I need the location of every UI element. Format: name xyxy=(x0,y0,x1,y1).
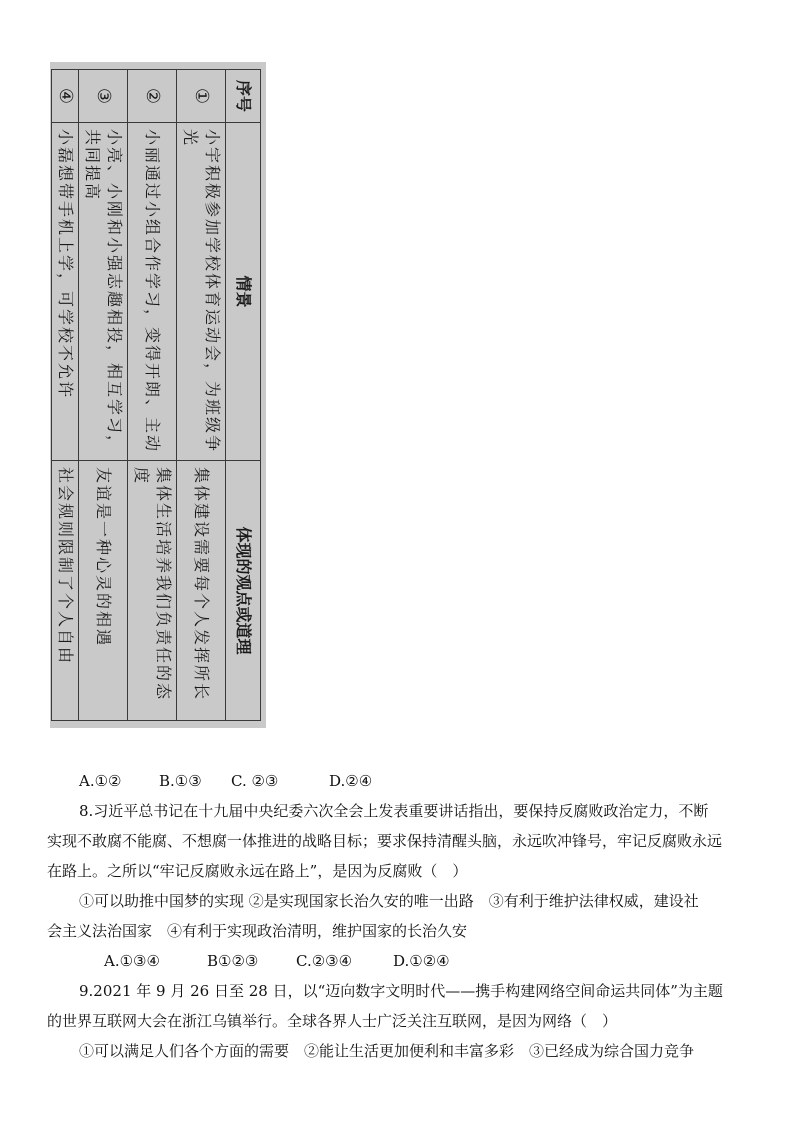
rotated-table-wrapper xyxy=(50,62,266,728)
q8-stem-line: 8.习近平总书记在十九届中央纪委六次全会上发表重要讲话指出，要保持反腐败政治定力，不断 xyxy=(79,802,709,820)
q7-option-c: C. ②③ xyxy=(231,772,279,790)
row-number: ① xyxy=(177,70,226,123)
q7-option-b: B.①③ xyxy=(159,772,202,790)
row-situation: 小丽通过小组合作学习，变得开朗、主动 xyxy=(128,123,177,461)
row-point: 社会规则限制了个人自由 xyxy=(52,461,79,721)
situation-table xyxy=(51,69,261,721)
scanned-table-photo xyxy=(50,62,266,728)
header-point: 体现的观点或道理 xyxy=(226,461,261,721)
table-header-row xyxy=(226,70,261,721)
q8-options xyxy=(47,946,753,976)
row-number: ④ xyxy=(52,70,79,123)
q8-option-a: A.①③④ xyxy=(104,952,160,970)
q7-options xyxy=(47,766,753,796)
row-point: 集体生活培养我们负责任的态度 xyxy=(128,461,177,721)
q8-stem-line: 在路上。之所以“牢记反腐败永远在路上”，是因为反腐败（ ） xyxy=(47,862,468,880)
q8-option-d: D.①②④ xyxy=(393,952,450,970)
table-row xyxy=(52,70,79,721)
q7-option-a: A.①② xyxy=(79,772,122,790)
row-point: 集体建设需要每个人发挥所长 xyxy=(177,461,226,721)
row-number: ② xyxy=(128,70,177,123)
table-row xyxy=(177,70,226,721)
q9-stem-line: ①可以满足人们各个方面的需要 ②能让生活更加便利和丰富多彩 ③已经成为综合国力竞争 xyxy=(79,1042,695,1060)
header-situation: 情景 xyxy=(226,123,261,461)
row-situation: 小亮、小刚和小强志趣相投，相互学习，共同提高 xyxy=(79,123,128,461)
q8-choice-line: ①可以助推中国梦的实现 ②是实现国家长治久安的唯一出路 ③有利于维护法律权威，建设社 xyxy=(79,892,699,910)
q8-option-b: B①②③ xyxy=(207,952,259,970)
row-situation: 小磊想带手机上学，可学校不允许 xyxy=(52,123,79,461)
q9-stem-line: 9.2021 年 9 月 26 日至 28 日，以“迈向数字文明时代——携手构建网络空间命运共同体”为主题 xyxy=(79,982,723,1000)
q8-stem-line: 实现不敢腐不能腐、不想腐一体推进的战略目标；要求保持清醒头脑，永远吹冲锋号，牢记反腐败永远 xyxy=(47,832,723,850)
question-text-block xyxy=(47,766,753,1066)
table-row xyxy=(128,70,177,721)
row-situation: 小宇积极参加学校体育运动会，为班级争光 xyxy=(177,123,226,461)
q8-option-c: C.②③④ xyxy=(296,952,353,970)
q8-choice-line: 会主义法治国家 ④有利于实现政治清明，维护国家的长治久安 xyxy=(47,922,468,940)
table-row xyxy=(79,70,128,721)
q7-option-d: D.②④ xyxy=(329,772,373,790)
q9-stem-line: 的世界互联网大会在浙江乌镇举行。全球各界人士广泛关注互联网，是因为网络（ ） xyxy=(47,1012,618,1030)
row-point: 友谊是一种心灵的相遇 xyxy=(79,461,128,721)
row-number: ③ xyxy=(79,70,128,123)
header-number: 序号 xyxy=(226,70,261,123)
